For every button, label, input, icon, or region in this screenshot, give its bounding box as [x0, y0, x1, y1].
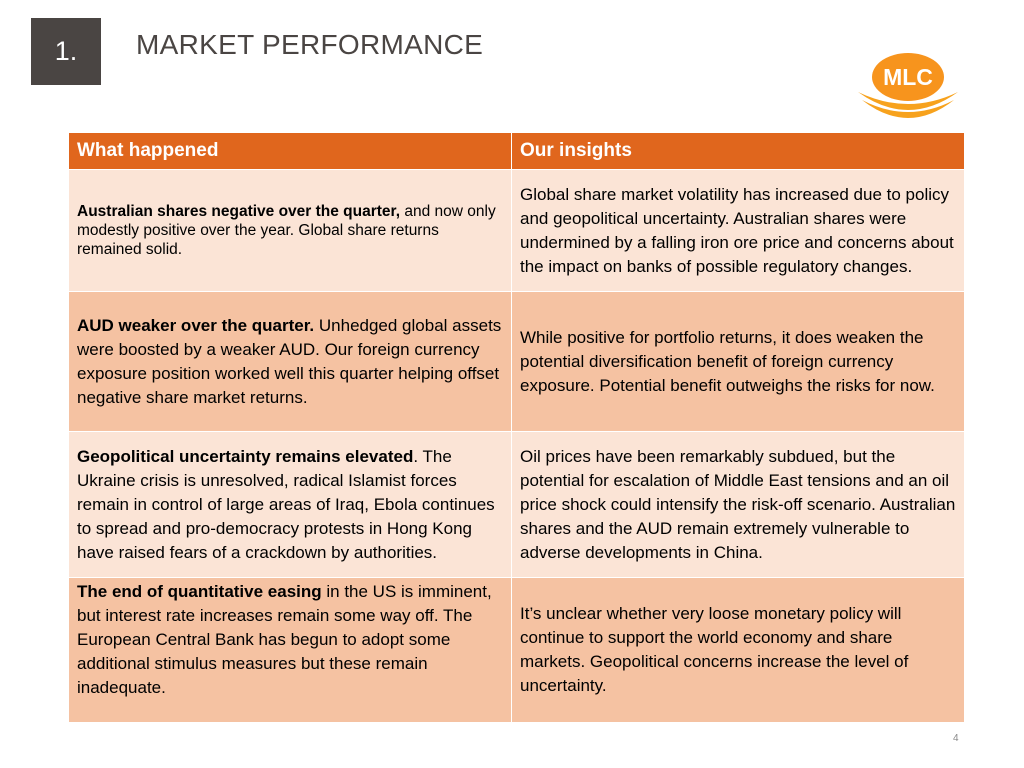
page-title: MARKET PERFORMANCE	[136, 29, 484, 60]
what-happened-cell	[69, 578, 512, 723]
table-row	[69, 292, 965, 432]
logo-text: MLC	[883, 64, 933, 90]
header-our-insights: Our insights	[512, 133, 965, 170]
page-number: 4	[953, 733, 959, 744]
insight-cell: Oil prices have been remarkably subdued, but the potential for escalation of Middle East tensions and an oil price shock could intensify the risk-off scenario. Australian shares and the AUD remain extremely vulnerable to adverse developments in China.	[512, 432, 965, 578]
insight-cell: It’s unclear whether very loose monetary policy will continue to support the world economy and share markets. Geopolitical concerns increase the level of uncertainty.	[512, 578, 965, 723]
what-happened-text: Unhedged global assets were boosted by a weaker AUD. Our foreign currency exposure position worked well this quarter helping offset negative share market returns.	[77, 315, 502, 407]
what-happened-lead: Geopolitical uncertainty remains elevated	[77, 446, 414, 466]
table-row	[69, 432, 965, 578]
what-happened-lead: Australian shares negative over the quarter,	[77, 203, 401, 220]
insight-cell: Global share market volatility has increased due to policy and geopolitical uncertainty. Australian shares were undermined by a falling iron ore price and concerns about the impact on banks of possible regulatory changes.	[512, 170, 965, 292]
what-happened-text: in the US is imminent, but interest rate increases remain some way off. The European Central Bank has begun to adopt some additional stimulus measures but these remain inadequate.	[77, 582, 492, 697]
section-number-box	[31, 18, 101, 85]
insight-cell: While positive for portfolio returns, it does weaken the potential diversification benefit of foreign currency exposure. Potential benefit outweighs the risks for now.	[512, 292, 965, 432]
section-number: 1.	[54, 36, 78, 66]
table-row	[69, 170, 965, 292]
insights-table	[68, 132, 965, 723]
what-happened-cell	[69, 432, 512, 578]
what-happened-lead: AUD weaker over the quarter.	[77, 315, 315, 335]
what-happened-cell	[69, 292, 512, 432]
header-what-happened: What happened	[69, 133, 512, 170]
what-happened-text: . The Ukraine crisis is unresolved, radical Islamist forces remain in control of large areas of Iraq, Ebola continues to spread and pro-democracy protests in Hong Kong have raised fears of a crackdown by authorities.	[77, 446, 495, 562]
what-happened-cell	[69, 170, 512, 292]
what-happened-lead: The end of quantitative easing	[77, 582, 322, 601]
what-happened-text: and now only modestly positive over the year. Global share returns remained solid.	[77, 203, 496, 258]
table-row	[69, 578, 965, 723]
mlc-logo	[852, 50, 964, 134]
table-header-row	[69, 133, 965, 170]
